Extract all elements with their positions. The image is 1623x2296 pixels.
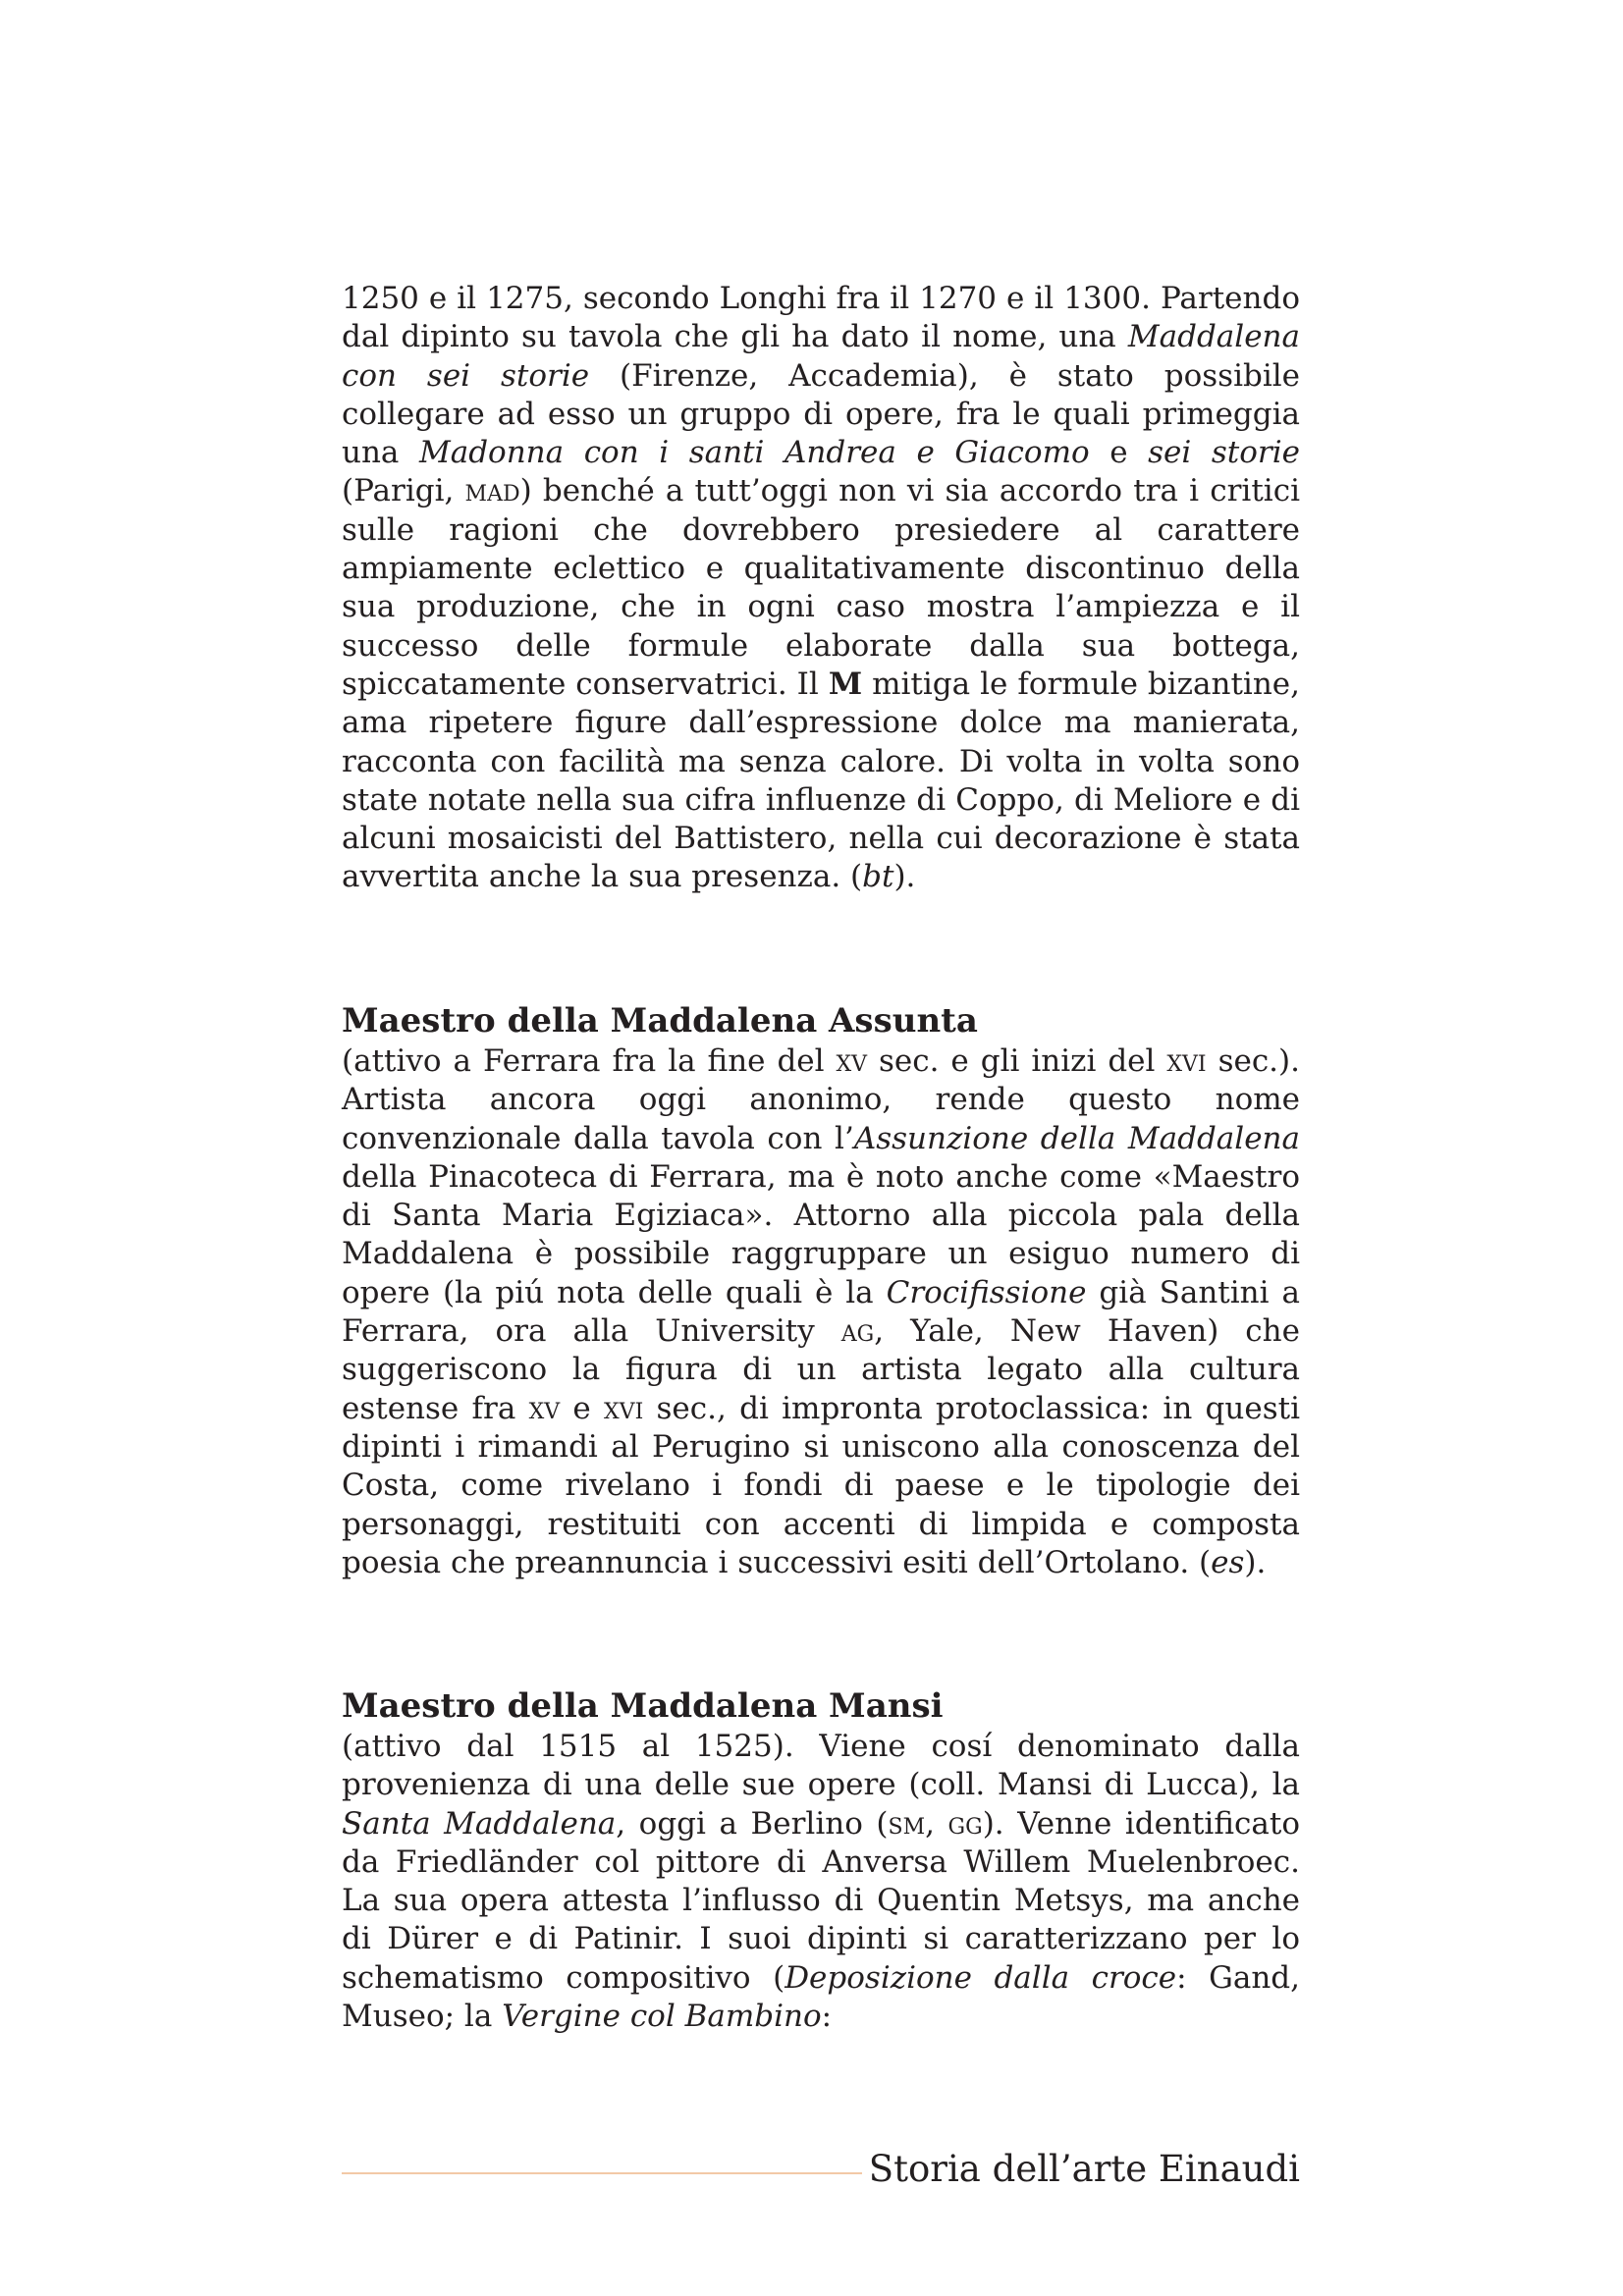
century-numeral: xvi [1166, 1043, 1207, 1079]
artwork-title: Vergine col Bambino [502, 1999, 822, 2035]
museum-abbreviation: mad [464, 473, 520, 509]
paragraph [342, 280, 1300, 897]
entry-heading: Maestro della Maddalena Mansi [342, 1686, 944, 1726]
entry-continuation [342, 280, 1300, 897]
text-run: sec., di impronta protoclassica: in questi dipinti i rimandi al Perugino si uniscono alla conoscenza del Costa, come rivelano i fondi di paese e le tipologie dei personaggi, restituiti con accenti di limpida e composta poesia che preannuncia i successivi esiti dell’Ortolano. ( [342, 1390, 1300, 1580]
text-run: : [821, 1999, 833, 2035]
text-run: (attivo dal 1515 al 1525). Viene cosí denominato dalla provenienza di una delle sue opere (coll. Mansi di Lucca), la [342, 1729, 1300, 1803]
artwork-title: Assunzione della Maddalena [853, 1120, 1301, 1156]
author-initials: bt [862, 859, 894, 895]
artwork-title: Santa Maddalena [342, 1805, 617, 1842]
text-run: (Parigi, [342, 473, 465, 509]
text-run: della Pinacoteca di Ferrara, ma è noto anche come «Maestro di Santa Maria Egiziaca». Attorno alla piccola pala della Maddalena è possibile raggruppare un esiguo numero di opere (la piú nota delle quali è la [342, 1158, 1300, 1310]
text-run: ). [1244, 1544, 1267, 1580]
text-run: , oggi a Berlino ( [616, 1805, 889, 1842]
artwork-title: Madonna con i santi Andrea e Giacomo [418, 435, 1090, 471]
entry-initial: M [828, 666, 863, 702]
text-run: mitiga le formule bizantine, ama ripetere figure dall’espressione dolce ma manierata, racconta con facilità ma senza calore. Di volta in volta sono state notate nella sua cifra influenze di Coppo, di Meliore e di alcuni mosaicisti del Battistero, nella cui decorazione è stata avvertita anche la sua presenza. ( [342, 666, 1300, 895]
artwork-title: Maddalena con sei storie [342, 319, 1300, 394]
text-run: ). Venne identificato da Friedländer col pittore di Anversa Willem Muelenbroec. La sua opera attesta l’influsso di Quentin Metsys, ma anche di Dürer e di Patinir. I suoi dipinti si caratterizzano per lo schematismo compositivo ( [342, 1805, 1300, 1996]
text-run: già Santini a Ferrara, ora alla University [342, 1274, 1300, 1350]
entry-maddalena-mansi [342, 1684, 1300, 2036]
century-numeral: xv [836, 1043, 868, 1079]
text-run: ) benché a tutt’oggi non vi sia accordo tra i critici sulle ragioni che dovrebbero presiedere al carattere ampiamente eclettico e qualitativamente discontinuo della sua produzione, che in ogni caso mostra l’ampiezza e il successo delle formule elaborate dalla sua bottega, spiccatamente conservatrici. Il [342, 473, 1300, 702]
text-run: (attivo a Ferrara fra la fine del [342, 1043, 837, 1079]
text-run: , [925, 1805, 948, 1842]
museum-abbreviation: sm [888, 1805, 926, 1842]
text-run: ). [893, 859, 916, 895]
artwork-title: Crocifissione [886, 1274, 1087, 1310]
text-run: e [560, 1390, 605, 1426]
museum-abbreviation: gg [947, 1805, 983, 1842]
entry-heading: Maestro della Maddalena Assunta [342, 1001, 978, 1041]
museum-abbreviation: ag [840, 1313, 875, 1350]
century-numeral: xv [528, 1390, 561, 1426]
entry-maddalena-assunta [342, 999, 1300, 1582]
author-initials: es [1211, 1544, 1245, 1580]
century-numeral: xvi [604, 1390, 644, 1426]
artwork-title: sei storie [1148, 435, 1300, 471]
text-run: 1250 e il 1275, secondo Longhi fra il 1270 e il 1300. Partendo dal dipinto su tavola che gli ha dato il nome, una [342, 281, 1300, 355]
text-run: , Yale, New Haven) che suggeriscono la figura di un artista legato alla cultura estense fra [342, 1313, 1300, 1426]
footer-rule [342, 2172, 862, 2174]
text-run: e [1089, 435, 1149, 471]
text-run: sec.). Artista ancora oggi anonimo, rende questo nome convenzionale dalla tavola con l’ [342, 1043, 1300, 1156]
artwork-title: Deposizione dalla croce [784, 1959, 1177, 1996]
text-run: : Gand, Museo; la [342, 1959, 1300, 2035]
text-run: (Firenze, Accademia), è stato possibile collegare ad esso un gruppo di opere, fra le quali primeggia una [342, 357, 1301, 471]
paragraph [342, 1042, 1300, 1582]
paragraph [342, 1728, 1300, 2036]
footer-publication-title: Storia dell’arte Einaudi [868, 2148, 1300, 2190]
text-run: sec. e gli inizi del [867, 1043, 1167, 1079]
